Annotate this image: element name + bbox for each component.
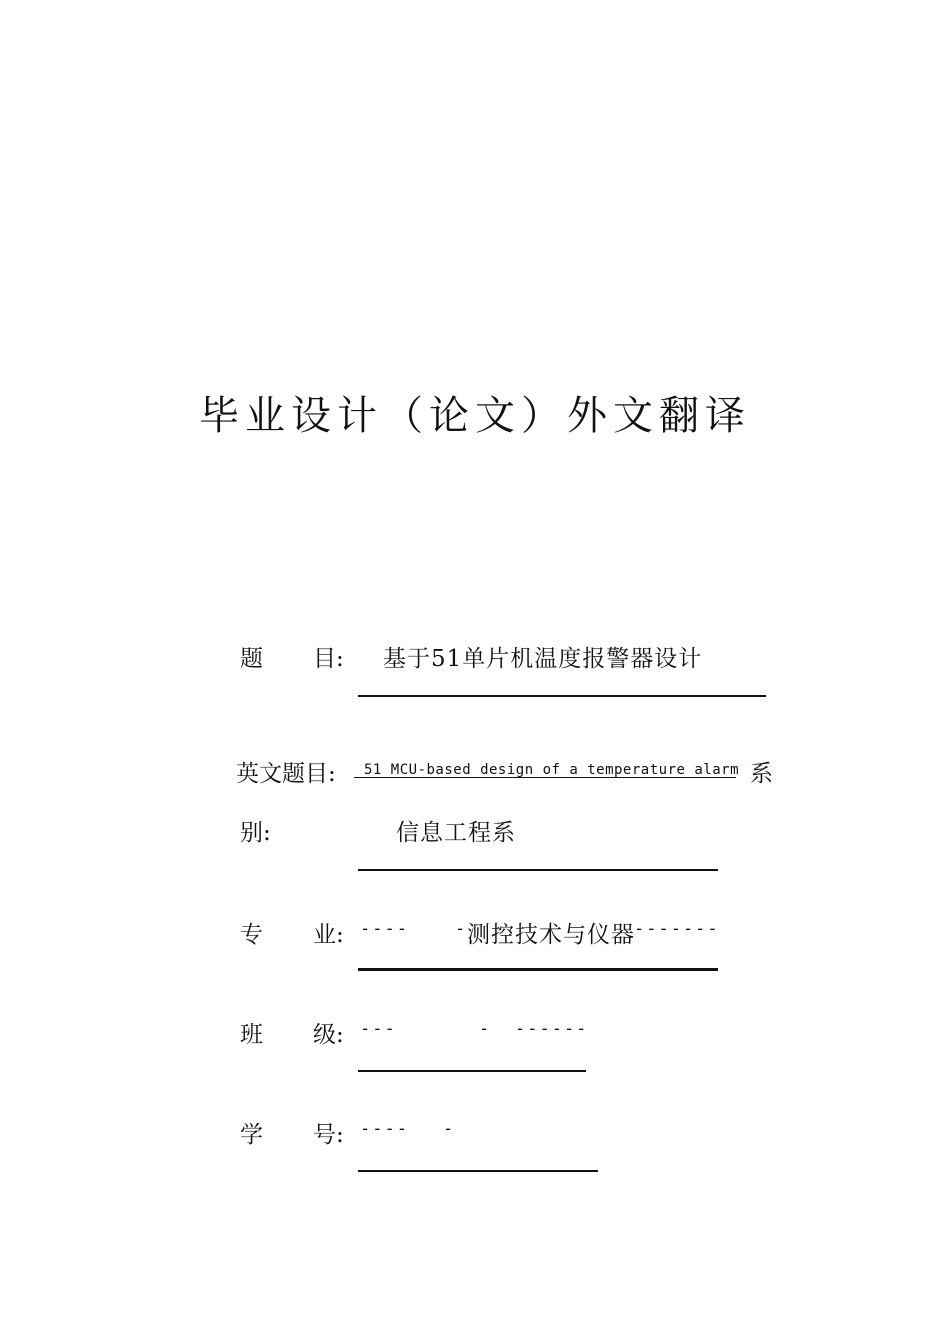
major-lead-dash: - (455, 919, 468, 939)
student-id-dashes-1: ---- (360, 1119, 409, 1139)
english-topic-label: 英文题目: (236, 761, 336, 787)
department-label-char-1: 系 (750, 761, 773, 787)
department-value: 信息工程系 (396, 820, 516, 846)
english-topic-value: 51 MCU-based design of a temperature alarm (364, 762, 740, 778)
topic-underline (358, 695, 766, 697)
major-label-char-1: 专 (240, 922, 263, 948)
document-title: 毕业设计（论文）外文翻译 (199, 393, 751, 439)
class-dashes-3: ------ (515, 1019, 589, 1039)
major-label-char-2: 业: (313, 922, 344, 948)
department-label-char-2: 别: (240, 820, 271, 846)
class-label-char-2: 级: (313, 1022, 344, 1048)
major-suffix-dashes: ------- (634, 919, 720, 939)
student-id-underline (358, 1170, 598, 1172)
class-underline (358, 1070, 586, 1072)
student-id-dashes-2: - (443, 1119, 456, 1139)
topic-value: 基于51单片机温度报警器设计 (383, 646, 703, 672)
major-underline (358, 968, 718, 971)
class-dashes-2: - (479, 1019, 492, 1039)
class-dashes-1: --- (360, 1019, 397, 1039)
english-topic-underline (354, 777, 736, 778)
topic-label-char-2: 目: (313, 646, 344, 672)
major-value: 测控技术与仪器 (467, 922, 635, 948)
student-id-label-char-2: 号: (313, 1122, 344, 1148)
class-label-char-1: 班 (240, 1022, 263, 1048)
major-prefix-dashes: ---- (360, 919, 409, 939)
topic-label-char-1: 题 (240, 646, 263, 672)
department-underline (358, 869, 718, 871)
student-id-label-char-1: 学 (240, 1122, 263, 1148)
